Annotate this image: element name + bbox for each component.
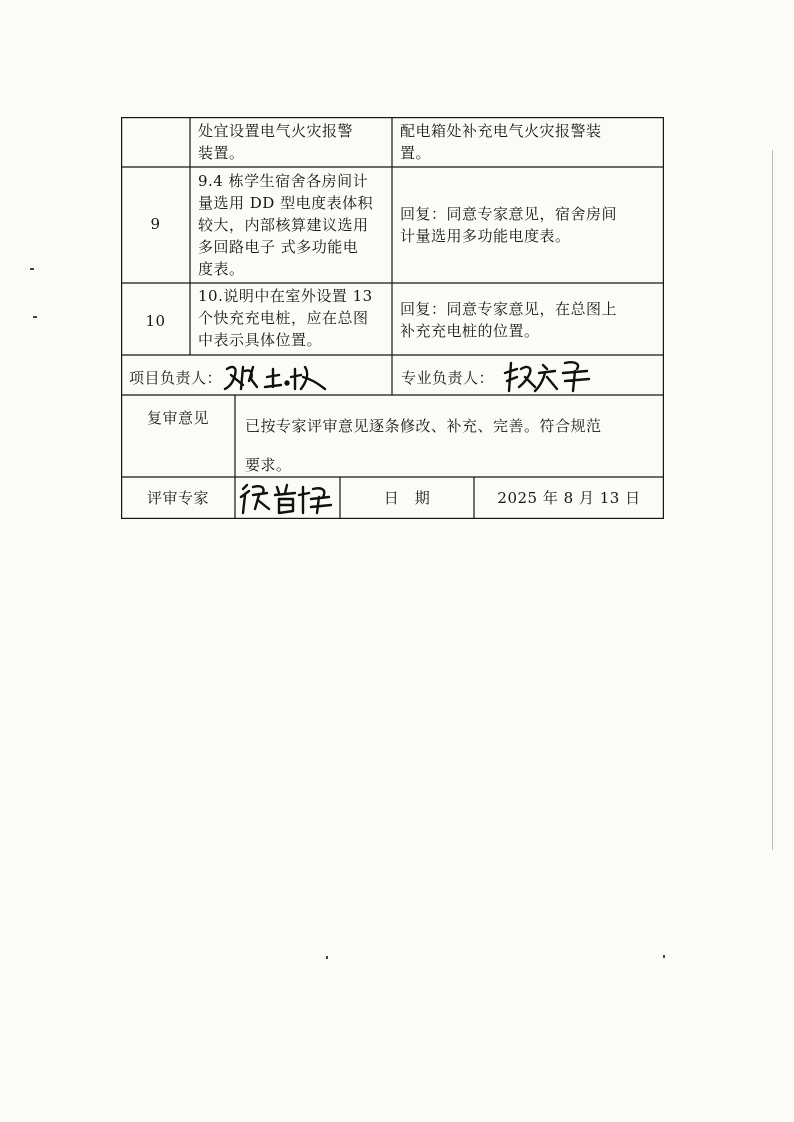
row-1-opinion bbox=[198, 120, 390, 164]
review-line: 已按专家评审意见逐条修改、补充、完善。符合规范 bbox=[245, 417, 602, 435]
row-no-10: 10 bbox=[145, 312, 166, 330]
reply-line: 配电箱处补充电气火灾报警装 bbox=[400, 122, 602, 140]
opinion-line: 个快充充电桩，应在总图 bbox=[198, 309, 369, 327]
review-line: 要求。 bbox=[245, 456, 292, 474]
opinion-line: 9.4 栋学生宿舍各房间计 bbox=[198, 172, 369, 190]
row-1-reply bbox=[400, 120, 662, 164]
review-label: 复审意见 bbox=[146, 409, 209, 427]
scan-mark bbox=[663, 955, 665, 958]
row-no-9: 9 bbox=[150, 215, 161, 233]
opinion-line: 较大，内部核算建议选用 bbox=[198, 216, 369, 234]
discipline-leader-label: 专业负责人： bbox=[401, 369, 495, 387]
opinion-line: 装置。 bbox=[198, 144, 245, 162]
scan-edge bbox=[772, 150, 773, 850]
scan-mark bbox=[33, 316, 37, 318]
scan-mark bbox=[326, 956, 328, 959]
project-leader-signature bbox=[221, 359, 331, 393]
opinion-line: 度表。 bbox=[198, 260, 245, 278]
date-label: 日 期 bbox=[383, 489, 431, 507]
review-opinion bbox=[245, 407, 661, 485]
reply-line: 置。 bbox=[400, 144, 432, 162]
reply-line: 回复：同意专家意见，在总图上 bbox=[400, 300, 618, 318]
opinion-line: 处宜设置电气火灾报警 bbox=[198, 122, 354, 140]
scan-mark bbox=[30, 268, 34, 270]
reply-line: 补充充电桩的位置。 bbox=[400, 322, 540, 340]
row-10-reply bbox=[400, 298, 662, 342]
opinion-line: 10.说明中在室外设置 13 bbox=[198, 287, 373, 305]
opinion-line: 量选用 DD 型电度表体积 bbox=[198, 194, 374, 212]
reply-line: 回复：同意专家意见，宿舍房间 bbox=[400, 205, 618, 223]
row-10-opinion bbox=[198, 285, 390, 351]
opinion-line: 中表示具体位置。 bbox=[198, 331, 323, 349]
row-9-opinion bbox=[198, 170, 390, 280]
date-value: 2025 年 8 月 13 日 bbox=[497, 489, 641, 507]
expert-label: 评审专家 bbox=[146, 489, 209, 507]
opinion-line: 多回路电子 式多功能电 bbox=[198, 238, 359, 256]
review-table bbox=[121, 117, 664, 519]
expert-signature bbox=[237, 479, 337, 517]
reply-line: 计量选用多功能电度表。 bbox=[400, 227, 571, 245]
discipline-leader-signature bbox=[503, 357, 595, 395]
row-9-reply bbox=[400, 203, 662, 247]
project-leader-label: 项目负责人： bbox=[129, 369, 223, 387]
